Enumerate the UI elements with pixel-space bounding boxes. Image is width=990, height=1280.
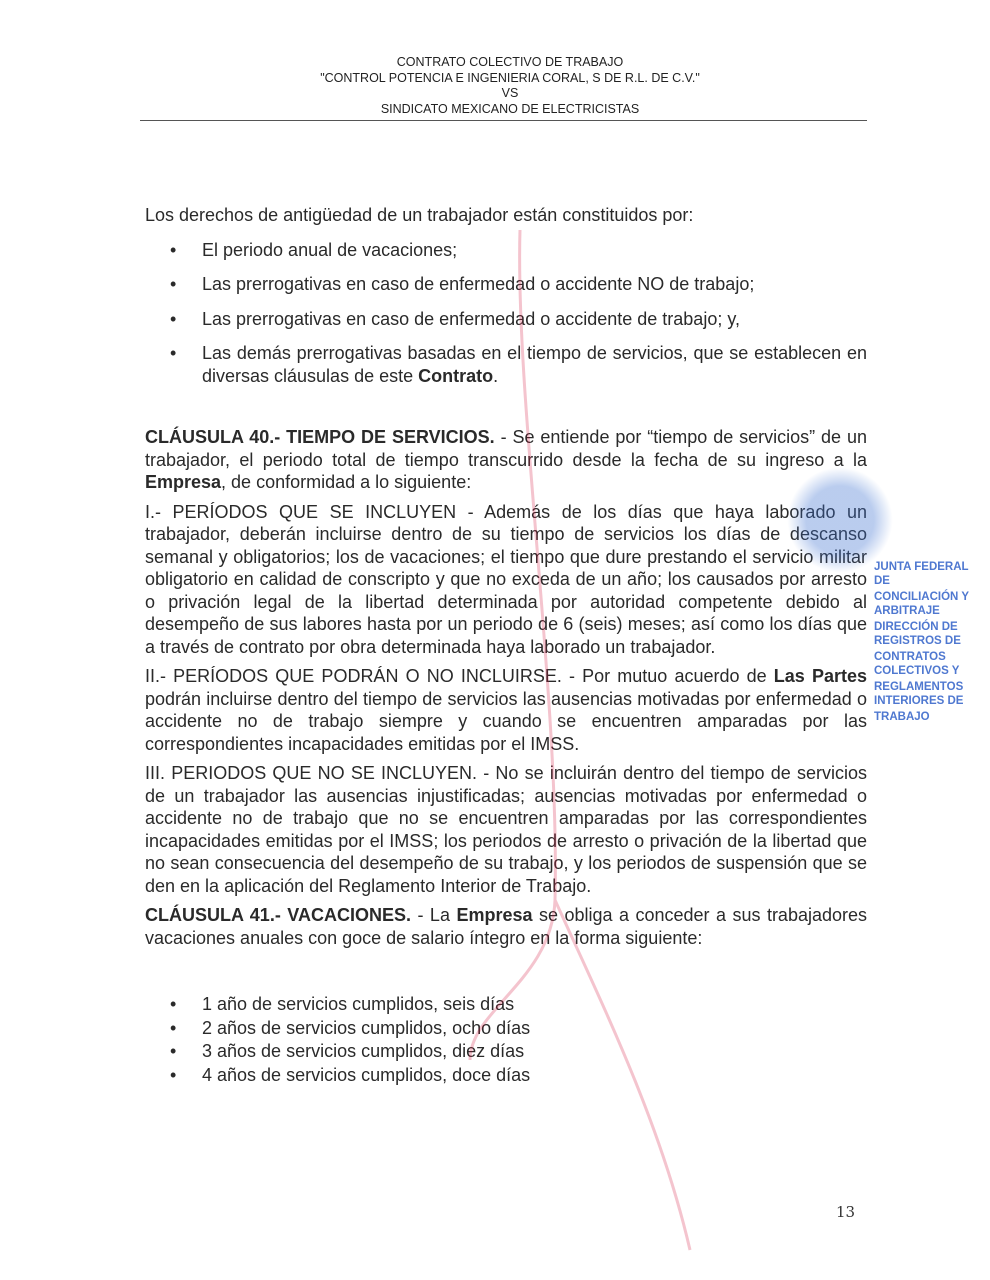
clause-41-title: CLÁUSULA 41.- VACACIONES. [145, 905, 411, 925]
document-header [140, 55, 880, 117]
list-item: • Las prerrogativas en caso de enfermedad o accidente NO de trabajo; [145, 273, 867, 296]
list-item: • 3 años de servicios cumplidos, diez días [145, 1040, 867, 1064]
bold-term: Las Partes [773, 666, 867, 686]
stamp-line: CONCILIACIÓN Y ARBITRAJE [874, 591, 969, 617]
clause-text: - Se entiende por “tiempo de servicios” de un trabajador, el periodo total de tiempo transcurrido desde la fecha de su ingreso a la [145, 427, 867, 470]
bold-term: Empresa [456, 905, 533, 925]
clause-40 [145, 426, 867, 1087]
list-item [145, 342, 867, 387]
intro-text: Los derechos de antigüedad de un trabajador están constituidos por: [145, 205, 694, 225]
official-stamp-text [874, 560, 986, 726]
clause-text: , de conformidad a lo siguiente: [221, 472, 472, 492]
clause-40-section-3: III. PERIODOS QUE NO SE INCLUYEN. - No se incluirán dentro del tiempo de servicios de un trabajador las ausencias injustificadas; ausencias motivadas por enfermedad o accidente no de trabajo que no se encuentren amparadas por las correspondientes incapacidades emitidas por el IMSS; los periodos de arresto o privación de la libertad que no sean consecuencia del desempeño de su trabajo, y los periodos de suspensión que se den en la aplicación del Reglamento Interior de Trabajo. [145, 763, 867, 896]
list-item: • 1 año de servicios cumplidos, seis días [145, 993, 867, 1017]
stamp-line: DIRECCIÓN DE REGISTROS DE [874, 621, 961, 647]
list-item: • Las prerrogativas en caso de enfermedad o accidente de trabajo; y, [145, 308, 867, 331]
seniority-rights [145, 204, 867, 399]
clause-40-title: CLÁUSULA 40.- TIEMPO DE SERVICIOS. [145, 427, 495, 447]
stamp-line: TRABAJO [874, 711, 930, 723]
page-number: 13 [836, 1203, 856, 1221]
bold-term: Contrato [418, 365, 494, 386]
stamp-line: REGLAMENTOS INTERIORES DE [874, 681, 964, 707]
clause-40-section-1: I.- PERÍODOS QUE SE INCLUYEN - Además de los días que haya laborado un trabajador, deberán incluirse dentro de su tiempo de servicios los días de descanso semanal y obligatorios; los de vacaciones; el tiempo que dure prestando el servicio militar obligatorio en calidad de conscripto y que no exceda de un año; los causados por arresto o privación legal de la libertad determinada por autoridad competente debido al desempeño de sus labores hasta por un periodo de 6 (seis) meses; así como los días que a través de contrato por obra determinada haya laborado un trabajador. [145, 501, 867, 657]
list-item: • 2 años de servicios cumplidos, ocho días [145, 1017, 867, 1041]
list-item: • 4 años de servicios cumplidos, doce días [145, 1064, 867, 1088]
list-item-text: Las demás prerrogativas basadas en el tiempo de servicios, que se establecen en diversas cláusulas de este [202, 343, 867, 386]
vacation-list [145, 993, 867, 1087]
header-company: "CONTROL POTENCIA E INGENIERIA CORAL, S DE R.L. DE C.V." [320, 70, 700, 85]
header-divider [140, 120, 867, 121]
stamp-line: CONTRATOS COLECTIVOS Y [874, 651, 960, 677]
rights-list [145, 239, 867, 388]
header-vs: VS [501, 86, 519, 100]
clause-40-section-2 [145, 665, 867, 755]
header-union: SINDICATO MEXICANO DE ELECTRICISTAS [380, 101, 640, 116]
clause-text: - La [410, 905, 457, 925]
clause-text: II.- PERÍODOS QUE PODRÁN O NO INCLUIRSE. - Por mutuo acuerdo de [145, 666, 774, 686]
bold-term: Empresa [145, 472, 222, 492]
header-title: CONTRATO COLECTIVO DE TRABAJO [396, 55, 624, 69]
clause-text: se obliga a conceder a sus trabajadores vacaciones anuales con goce de salario íntegro en la forma siguiente: [145, 905, 868, 948]
list-item-end: . [493, 365, 499, 386]
clause-text: podrán incluirse dentro del tiempo de servicios las ausencias motivadas por enfermedad o accidente no de trabajo siempre y cuando se encuentren amparadas por las correspondientes incapacidades emitidas por el IMSS. [145, 688, 867, 754]
list-item: • El periodo anual de vacaciones; [145, 239, 867, 262]
stamp-line: JUNTA FEDERAL DE [874, 561, 969, 587]
